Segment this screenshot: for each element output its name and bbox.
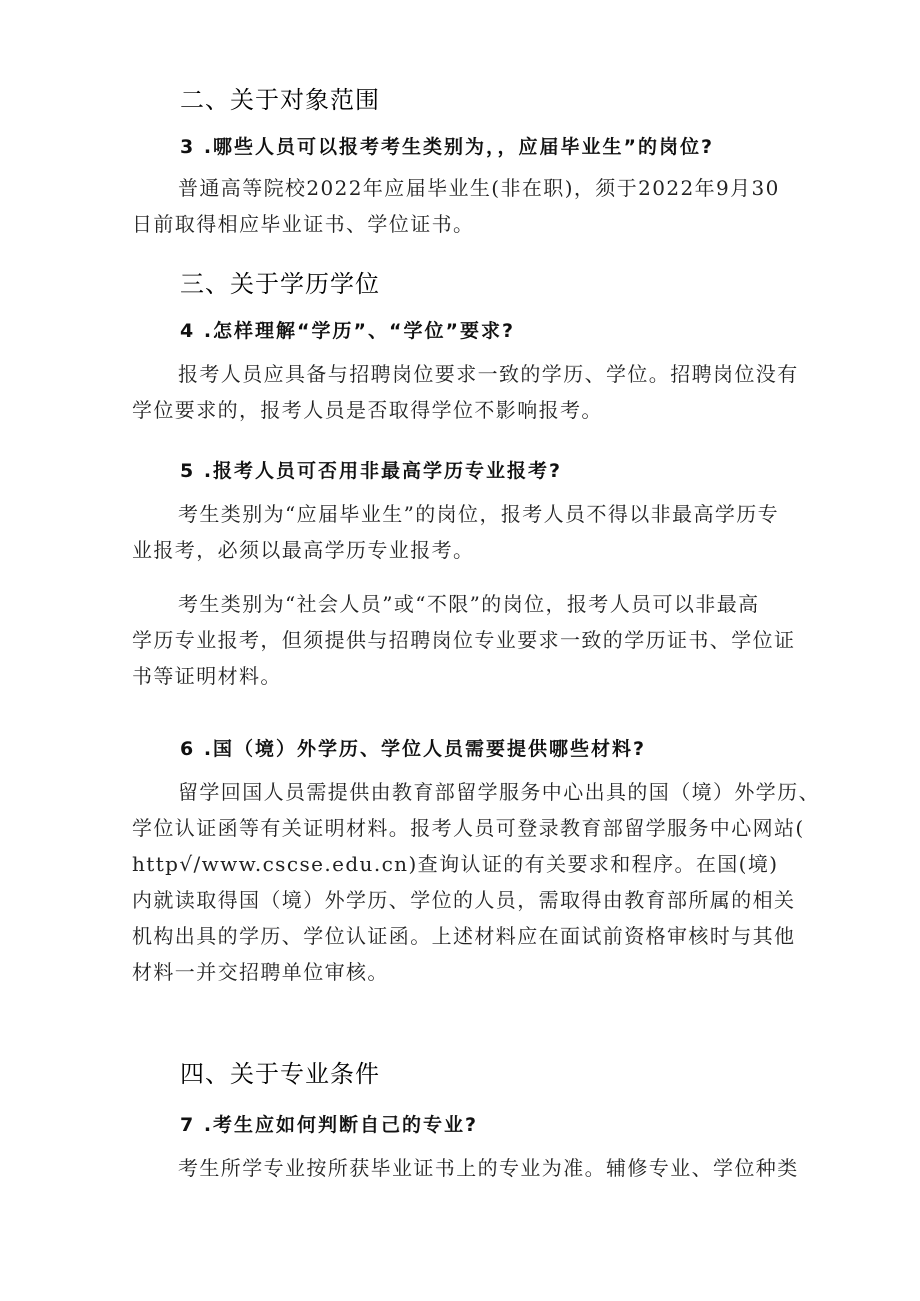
question-heading: 3 .哪些人员可以报考考生类别为，，应届毕业生”的岗位? (180, 136, 715, 158)
section-heading: 三、关于学历学位 (180, 270, 380, 298)
paragraph (132, 356, 812, 428)
section-heading: 四、关于专业条件 (180, 1060, 380, 1088)
question-heading: 7 .考生应如何判断自己的专业? (180, 1114, 479, 1136)
paragraph-line: 内就读取得国（境）外学历、学位的人员，需取得由教育部所属的相关 (132, 888, 796, 912)
paragraph-line: 报考人员应具备与招聘岗位要求一致的学历、学位。招聘岗位没有 (178, 362, 799, 386)
paragraph (132, 586, 812, 694)
paragraph-line: 留学回国人员需提供由教育部留学服务中心出具的国（境）外学历、 (178, 780, 820, 804)
question-heading: 6 .国（境）外学历、学位人员需要提供哪些材料? (180, 738, 647, 760)
paragraph-line: 学历专业报考，但须提供与招聘岗位专业要求一致的学历证书、学位证 (132, 628, 796, 652)
section-heading: 二、关于对象范围 (180, 86, 380, 114)
paragraph-line: 考生所学专业按所获毕业证书上的专业为准。辅修专业、学位种类 (178, 1156, 799, 1180)
paragraph (132, 496, 812, 568)
paragraph-line: http√/www.cscse.edu.cn)查询认证的有关要求和程序。在国(境) (132, 852, 779, 876)
paragraph (132, 1150, 812, 1186)
question-heading: 4 .怎样理解“学历”、“学位”要求? (180, 320, 516, 342)
paragraph-line: 材料一并交招聘单位审核。 (132, 960, 389, 984)
paragraph-line: 业报考，必须以最高学历专业报考。 (132, 538, 475, 562)
paragraph-line: 普通高等院校2022年应届毕业生(非在职)，须于2022年9月30 (178, 176, 780, 200)
paragraph-line: 机构出具的学历、学位认证函。上述材料应在面试前资格审核时与其他 (132, 924, 796, 948)
paragraph-line: 书等证明材料。 (132, 664, 282, 688)
paragraph-line: 考生类别为“应届毕业生”的岗位，报考人员不得以非最高学历专 (178, 502, 780, 526)
paragraph-line: 学位认证函等有关证明材料。报考人员可登录教育部留学服务中心网站( (132, 816, 805, 840)
question-heading: 5 .报考人员可否用非最高学历专业报考? (180, 460, 563, 482)
paragraph-line: 学位要求的，报考人员是否取得学位不影响报考。 (132, 398, 603, 422)
paragraph-line: 日前取得相应毕业证书、学位证书。 (132, 212, 475, 236)
paragraph-line: 考生类别为“社会人员”或“不限”的岗位，报考人员可以非最高 (178, 592, 760, 616)
paragraph (132, 170, 812, 242)
paragraph (132, 774, 820, 990)
